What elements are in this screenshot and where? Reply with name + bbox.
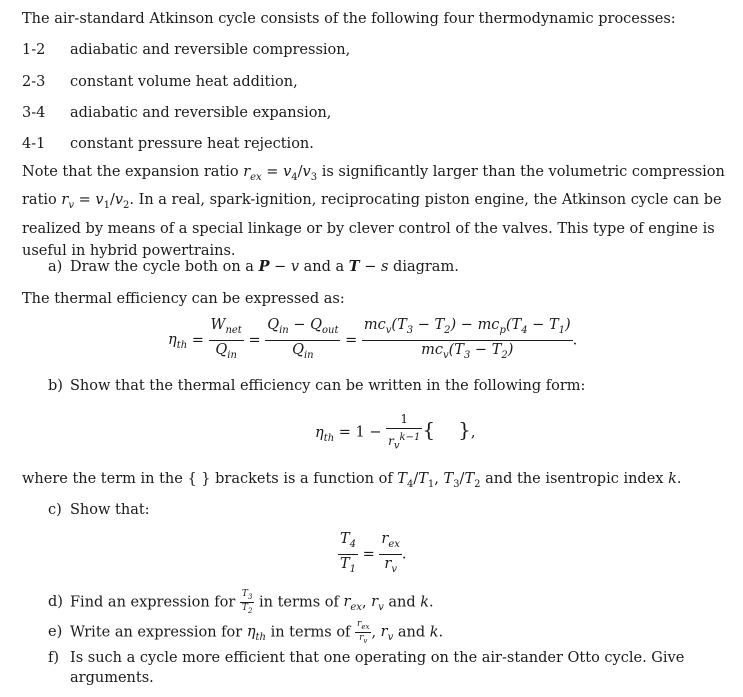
process-1-2 (22, 40, 350, 60)
target-form-equation: $\eta_{th} = 1$ − $\frac{1}{r_v^{k-1}}$ { }, (315, 412, 476, 452)
process-3-4 (22, 103, 331, 123)
part-label: b) (48, 378, 63, 394)
note-text-2: is significantly larger than the volumetric compression ratio (22, 164, 725, 209)
ratio-equation: $\frac{T_4}{T_1}$ = $\frac{r_{ex}}{r_v}$ . (340, 531, 407, 575)
part-a: a) Draw the cycle both on a P − v and a T − s diagram. (48, 258, 459, 275)
efficiency-equation: $\eta_{th}$ = $\frac{W_{net}}{Q_{in}}$ = $\frac{Q_{in} - Q_{out}}{Q_{in}}$ = $\frac{mc_v(T_3 - T_2) - mc_p(T_4 - T_1)}{mc_v(T_3 - T_2)}$ . (168, 317, 578, 361)
where-text-1: where the term in the { } brackets is a function of (22, 471, 398, 487)
where-text: where the term in the { } brackets is a function of $T_4/T_1$, $T_3/T_2$ and the isentropic index k. (22, 471, 682, 490)
part-c-text: Show that: (70, 502, 150, 518)
note-text-3: . In a real, spark-ignition, reciprocating piston engine, the Atkinson cycle can be realized by means of a special linkage or by clever control of the valves. This type of engine is useful in hybrid powertrains. (22, 192, 722, 260)
part-a-text-2: and a (299, 259, 349, 275)
process-text: constant pressure heat rejection. (70, 136, 314, 152)
part-d-text-2: in terms of (254, 594, 344, 611)
process-number: 2-3 (22, 74, 46, 90)
part-d-text-3: and (383, 594, 421, 611)
part-e-text-4: . (438, 624, 444, 641)
efficiency-intro: The thermal efficiency can be expressed as: (22, 291, 345, 307)
part-f-text-1: Is such a cycle more efficient that one operating on the air-stander Otto cycle. Give (70, 650, 685, 666)
process-4-1 (22, 134, 314, 154)
process-number: 1-2 (22, 42, 46, 58)
process-text: constant volume heat addition, (70, 74, 298, 90)
part-b-text: Show that the thermal efficiency can be written in the following form: (70, 378, 586, 394)
process-text: adiabatic and reversible expansion, (70, 105, 332, 121)
note-text-1: Note that the expansion ratio (22, 164, 244, 180)
part-label: c) (48, 502, 62, 518)
part-e-text-3: and (393, 624, 430, 641)
part-f-continuation: arguments. (70, 670, 154, 686)
process-number: 3-4 (22, 105, 46, 121)
part-f (48, 648, 684, 668)
part-e: e) Write an expression for $\eta_{th}$ in terms of $\frac{r_{ex}}{r_v}$ , $r_v$ and k. (48, 619, 444, 645)
part-b (48, 376, 585, 396)
part-label: f) (48, 650, 60, 666)
where-text-3: . (676, 471, 682, 487)
process-number: 4-1 (22, 136, 46, 152)
process-text: adiabatic and reversible compression, (70, 42, 351, 58)
part-label: a) (48, 259, 63, 275)
part-d-text-4: . (429, 594, 434, 611)
part-a-text-1: Draw the cycle both on a (70, 259, 259, 275)
part-e-text-1: Write an expression for (70, 624, 247, 641)
note-paragraph: Note that the expansion ratio $r_{ex} = v_4/v_3$ is significantly larger than the volumetric compression ratio $r_v = v_1/v_2$. In a real, spark-ignition, reciprocating piston engine, the Atkinson cycle can be realized by means of a special linkage or by clever control of the valves. This type of engine is useful in hybrid powertrains. (22, 164, 725, 260)
part-d: d) Find an expression for $\frac{T_3}{T_2}$ in terms of $r_{ex}$, $r_v$ and k. (48, 589, 434, 615)
part-c (48, 500, 150, 520)
where-text-2: and the isentropic index (480, 471, 669, 487)
part-e-text-2: in terms of (265, 624, 356, 641)
process-2-3 (22, 72, 298, 92)
part-label: d) (48, 594, 63, 611)
intro-text: The air-standard Atkinson cycle consists of the following four thermodynamic processes: (22, 11, 676, 27)
part-d-text-1: Find an expression for (70, 594, 240, 611)
part-a-text-3: diagram. (388, 259, 459, 275)
part-label: e) (48, 624, 63, 641)
